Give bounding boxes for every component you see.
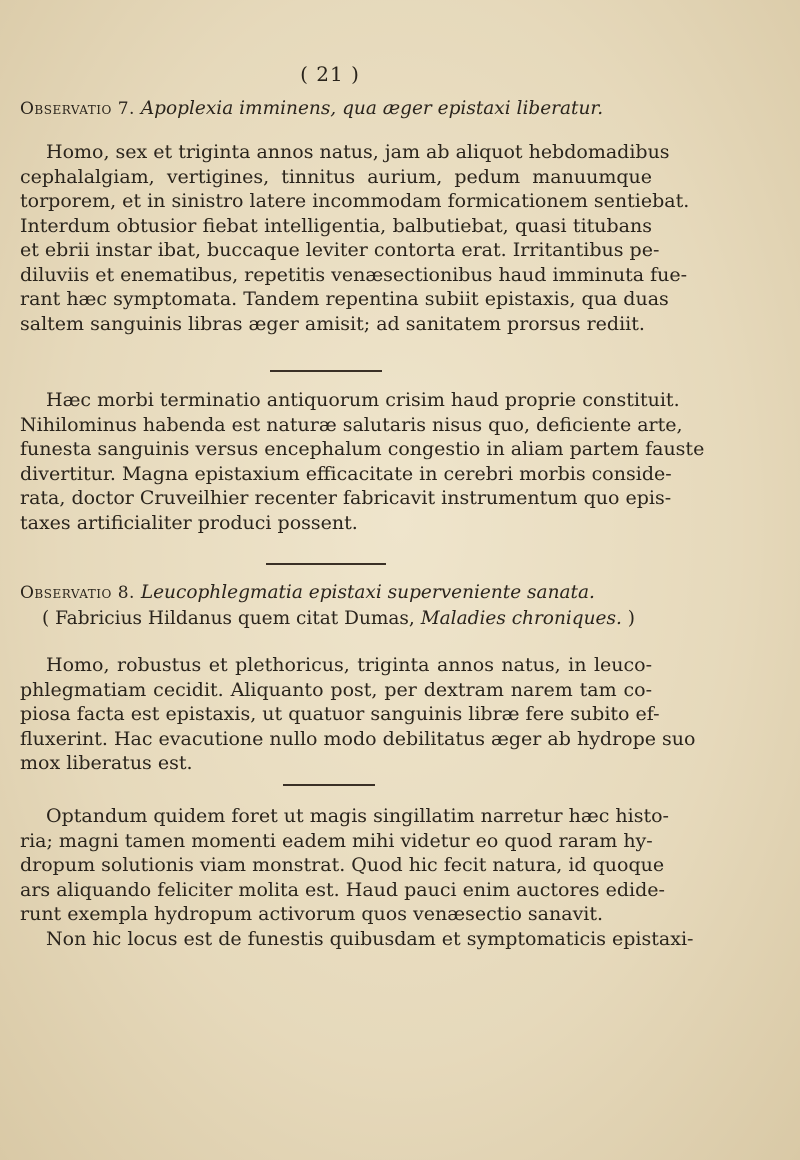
source-citation: ( Fabricius Hildanus quem citat Dumas, — [42, 608, 421, 629]
text-line: rant hæc symptomata. Tandem repentina subiit epistaxis, qua duas — [20, 288, 669, 310]
observation-7-body — [20, 140, 690, 336]
observation-8-title: Leucophlegmatia epistaxi superveniente sanata. — [140, 582, 595, 603]
text-line: Nihilominus habenda est naturæ salutaris nisus quo, deficiente arte, — [20, 413, 683, 436]
observation-7-label: Observatio 7. — [20, 99, 135, 119]
text-line: cephalalgiam, vertigines, tinnitus aurium, pedum manuumque — [20, 165, 652, 188]
text-line: divertitur. Magna epistaxium efficacitate in cerebri morbis conside- — [20, 462, 672, 485]
section-divider — [266, 563, 386, 565]
observation-8-body — [20, 653, 696, 776]
text-line: ars aliquando feliciter molita est. Haud pauci enim auctores edide- — [20, 878, 665, 901]
section-divider — [283, 784, 375, 786]
text-line: Interdum obtusior fiebat intelligentia, balbutiebat, quasi titubans — [20, 214, 652, 237]
text-line: Homo, sex et triginta annos natus, jam ab aliquot hebdomadibus — [46, 141, 670, 163]
text-line: dropum solutionis viam monstrat. Quod hic fecit natura, id quoque — [20, 854, 665, 876]
text-line: funesta sanguinis versus encephalum congestio in aliam partem fauste — [20, 438, 705, 460]
text-line: phlegmatiam cecidit. Aliquanto post, per dextram narem tam co- — [20, 678, 652, 701]
source-work-title: Maladies chroniques. — [420, 608, 622, 629]
source-close: ) — [621, 608, 635, 629]
observation-8-heading — [20, 580, 652, 632]
text-line: Non hic locus est de funestis quibusdam et symptomaticis epistaxi- — [46, 927, 694, 950]
section-divider — [270, 370, 382, 372]
text-line: Optandum quidem foret ut magis singillatim narretur hæc histo- — [46, 805, 669, 827]
observation-8-label: Observatio 8. — [20, 583, 135, 603]
page-number: ( 21 ) — [300, 62, 360, 86]
text-line: ria; magni tamen momenti eadem mihi videtur eo quod raram hy- — [20, 829, 653, 852]
text-line: fluxerint. Hac evacutione nullo modo debilitatus æger ab hydrope suo — [20, 727, 696, 750]
text-line: mox liberatus est. — [20, 752, 193, 774]
observation-8-source — [20, 606, 652, 632]
text-line: taxes artificialiter produci possent. — [20, 511, 358, 534]
text-line: saltem sanguinis libras æger amisit; ad sanitatem prorsus rediit. — [20, 312, 645, 335]
text-line: diluviis et enematibus, repetitis venæsectionibus haud imminuta fue- — [20, 263, 688, 286]
observation-7-commentary — [20, 388, 705, 535]
observation-8-commentary — [20, 804, 694, 951]
text-line: torporem, et in sinistro latere incommodam formicationem sentiebat. — [20, 190, 690, 212]
text-line: rata, doctor Cruveilhier recenter fabricavit instrumentum quo epis- — [20, 487, 672, 509]
text-line: Hæc morbi terminatio antiquorum crisim haud proprie constituit. — [46, 389, 680, 411]
text-line: runt exempla hydropum activorum quos venæsectio sanavit. — [20, 903, 604, 925]
text-line: et ebrii instar ibat, buccaque leviter contorta erat. Irritantibus pe- — [20, 239, 660, 261]
text-line: Homo, robustus et plethoricus, triginta annos natus, in leuco- — [46, 654, 652, 676]
text-line: piosa facta est epistaxis, ut quatuor sanguinis libræ fere subito ef- — [20, 703, 660, 725]
observation-7-heading — [20, 96, 652, 122]
observation-7-title: Apoplexia imminens, qua æger epistaxi liberatur. — [140, 98, 604, 119]
